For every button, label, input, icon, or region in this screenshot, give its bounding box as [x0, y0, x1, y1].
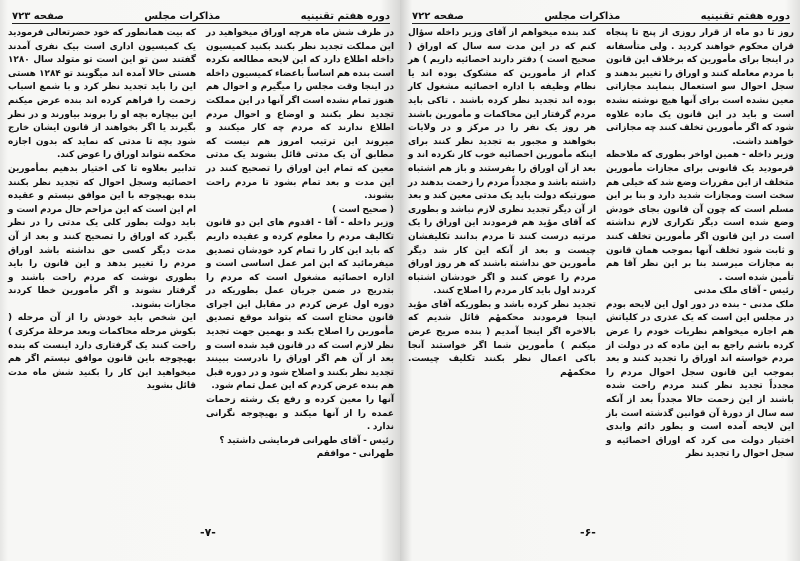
speech-paragraph: ملک مدنی - بنده در دور اول این لایحه بودم در مجلس این است که یک عذری در کلیاتش هم اجازه میخواهم نظریات خودم را عرض کرده باشم راجع به این ماده که در دولت از مردم خواسته اند اوراق را تجدید کنند و بعد بموجب این قانون سجل احوال مردم را مجدداً تجدید نظر کنند مردم راحت شده باشند از این زحمت حالا مجدداً بعد از آنکه سه سال از دورهٔ آن قوانین گذشته است باز این لایحه آمده است و بطور دائم وابدی اختیار دولت می کرد که اوراق احصائیه و سجل احوال را تجدید نظر — [606, 299, 794, 460]
text-paragraph — [408, 299, 596, 381]
paragraph-text: روز تا دو ماه از قرار روزی از پنج تا پنجاه قران محکوم خواهند کردید . ولی متأسفانه در اینجا برای مأمورین که برخلاف این قانون با مردم معامله کنند و اوراق را تغییر بدهند و سجل احوال سو استعمال بنمایند مجازاتی معین نشده است برای آنها هیچ نوشته نشده است و باید در این قانون یک ماده علاوه شود که اگر مأمورین تخلف کنند چه مجازاتی خواهند داشت. — [606, 28, 794, 147]
speech-paragraph: وزیر داخله - آقا - اقدوم های این دو قانون تکالیف مردم را معلوم کرده و عقیده داریم که باید این کار را تمام کرد خودشان تصدیق میفرمائید که این امر عمل اساسی است و اداره احصائیه مشغول است که مردم را بتدریج در ضمن جریان عمل بطوریکه در دوره اول عرض کردم در مقابل این اجرای قانون محتاج است که بتواند موقع تصدیق مأمورین را اصلاح بکند و بهمین جهت تجدید نظر لازم است که در قانون قید شده است و بعد از آن هم اگر اوراق را نادرست ببینند تجدید نظر بکنند و اصلاح شود و در دوره قبل هم بنده عرض کردم که این عمل تمام شود. — [206, 218, 394, 392]
session-label: دوره هفتم تقنینیه — [700, 11, 790, 22]
paragraph-text: کند بنده میخواهم از آقای وزیر داخله سؤال کنم که در این مدت سه سال که اوراق ( صحیح است ) دفتر دارند احصائیه داریم ) هر کدام از مأمورین که مشکوک بوده اند یا نظام وظیفه با اداره احصائیه مشغول کار بوده اند تجدید نظر کرده باشند . تاکی باید مردم گرفتار این محاکمات و مأمورین باشند هر روز یک نفر را در مرکز و در ولایات بخواهند و مجبور به تجدید نظر کنند برای اینکه مأمورین احصائیه خوب کار نکرده اند و بعد از آن اوراق را بفرستند و باز هم اشتباه داشته باشد و مجدداً مردم را زحمت بدهند در صورتیکه دولت باید یک مدتی معین کند و بعد از آن دیگر تجدید نظری لازم نباشد و بطوری که آقای مؤید هم فرمودند این اوراق را یک مرتبه درست کنند تا مردم بدانند تکلیفشان چیست و بعد از آنکه این کار شد دیگر مأمورین حق نداشته باشند که هر روز اوراق مردم را عوض کنند و اگر خودشان اشتباه کردند اول باید کار مردم را اصلاح کنند. — [408, 28, 596, 297]
right-page — [400, 0, 800, 561]
paragraph-text: آقا - اقدوم های این دو قانون تکالیف مردم را معلوم کرده و عقیده داریم که باید این کار را تمام کرد خودشان تصدیق میفرمائید که این امر عمل اساسی است و اداره احصائیه مشغول است که مردم را بتدریج در ضمن جریان عمل بطوریکه در دوره اول عرض کردم در مقابل این اجرای قانون محتاج است که بتواند موقع تصدیق مأمورین را اصلاح بکند و بهمین جهت تجدید نظر لازم است که در قانون قید شده است و بعد از آن هم اگر اوراق را نادرست ببینند تجدید نظر بکنند و اصلاح شود و در دوره قبل هم بنده عرض کردم که این عمل تمام شود. — [206, 218, 394, 392]
page-footer-number: -۶- — [580, 526, 596, 539]
page-header — [12, 6, 390, 24]
running-title: مذاکرات مجلس — [544, 11, 621, 22]
left-column — [408, 27, 596, 525]
paragraph-text: موافقم — [316, 449, 351, 460]
running-title: مذاکرات مجلس — [144, 11, 221, 22]
paragraph-text: آقای ملک مدنی — [693, 286, 761, 297]
text-paragraph — [206, 204, 394, 218]
page-number: صفحه ۷۲۲ — [412, 11, 464, 22]
speaker-name: رئیس — [369, 435, 394, 446]
paragraph-text: این شخص باید خودش را از آن مرحله ( بکوش مرحله محاکمات وبعد مرحلهٔ مرکزی ) راحت کنند یک گرفتاری دارد اینست که بنده بهیچوجه باین قانون موافق نیستم اگر هم میخواهید این کار را بکنید شش ماه مدت قائل بشوید — [8, 313, 196, 392]
speech-paragraph: وزیر داخله - همین اواخر بطوری که ملاحظه فرمودید یک قانونی برای مجازات مأمورین متخلف از این مقررات وضع شد که خیلی هم سخت است ومجازات شدید دارد و بنا بر این مسلم است که چون آن قانون بجای خودش وضع شده است دیگر تکراری لازم نداشته است در این قانون اگر مأمورین تخلف کنند و ثابت شود تخلف آنها بموجب همان قانون به مجازات میرسند بنا بر این نظر آقا هم تأمین شده است . — [606, 150, 794, 283]
paragraph-text: تجدید نظر کرده باشد و بطوریکه آقای مؤید اینجا فرمودند محکمهٔم قائل شدیم که بالاخره اگر اینجا آمدیم ( بنده صریح عرض میکنم ) مأمورین شما اگر خواستند آنجا باکی اعمال نظر بکنند تکلیف چیست. محکمهٔم — [408, 299, 596, 378]
page-header — [412, 6, 790, 24]
page-footer-number: -۷- — [200, 526, 216, 539]
paragraph-text: در ظرف شش ماه هرچه اوراق میخواهید در این مملکت تجدید نظر بکنند بکنید کمیسیون داخله اطلاع دارد که این لایحه مطالعه نکرده است بنده هم اساساً باعضاء کمیسیون داخله در اینجا وقت مجلس را میگیرم و احوال هم هنوز تمام نشده است اگر آنها در این مملکت تجدید نظر بکنند و اوضاع و احوال مردم اطلاع ندارند که مردم چه کار میکنند و میروند این ترتیب امروز هم نیست که مطابق آن یک مدتی قائل بشوند یک مدتی معین که تمام این اوراق را تصحیح کنند در این مدت و بعد تمام بشود تا مردم راحت بشوند. — [206, 28, 394, 202]
speech-paragraph: رئیس - آقای ملک مدنی — [693, 286, 794, 297]
paragraph-text: ( صحیح است ) — [331, 204, 394, 215]
paragraph-text: که بیت همانطور که خود حضرتعالی فرمودید یک کمیسیون اداری است بیک نفری آمدند گفتند سن تو این است تو متولد سال ۱۲۸۰ هستی حالا آمده اند میگویند تو ۱۲۸۴ هستی این را باید تجدید نظر کرد و با شمع اسباب زحمت را فراهم کرده اند بنده عرض میکنم این بیچاره بچه او را بروند بیاورند و در نظر بگیرند یا اگر بخواهند از قانون ایشان خارج شود بچه تا مدتی که نماید که بدون اجازه محکمه نتواند اوراق را عوض کند. — [8, 28, 196, 161]
left-column — [8, 27, 196, 525]
speaker-name: ملک مدنی — [749, 299, 794, 310]
text-columns — [8, 27, 394, 525]
session-label: دوره هفتم تقنینیه — [300, 11, 390, 22]
paragraph-text: تدابیر بعلاوه تا کی اختیار بدهیم بمأمورین احصائیه وسجل احوال که تجدید نظر بکنند بنده بهیچوجه با این موافق نیستم و عقیده ام این است که این مزاحم حال مردم است و باید دولت بطور کلی یک مدتی را در نظر بگیرد که اوراق را تصحیح کنند و بعد از آن مدت دیگر کسی حق نداشته باشد اوراق مردم را تغییر بدهد و این قانون را باید بطوری نوشت که مردم راحت باشند و گرفتار نشوند و اگر مأمورین خطا کردند مجازات بشوند. — [8, 163, 196, 310]
text-paragraph — [206, 27, 394, 204]
text-paragraph — [206, 394, 394, 435]
page-number: صفحه ۷۲۳ — [12, 11, 64, 22]
text-paragraph — [8, 27, 196, 163]
text-paragraph — [8, 312, 196, 394]
speaker-name: رئیس — [769, 286, 794, 297]
text-columns — [408, 27, 794, 525]
speech-paragraph: طهرانی - موافقم — [316, 449, 394, 460]
text-paragraph — [8, 163, 196, 313]
paragraph-text: همین اواخر بطوری که ملاحظه فرمودید یک قانونی برای مجازات مأمورین متخلف از این مقررات وضع شد که خیلی هم سخت است ومجازات شدید دارد و بنا بر این مسلم است که چون آن قانون بجای خودش وضع شده است دیگر تکراری لازم نداشته است در این قانون اگر مأمورین تخلف کنند و ثابت شود تخلف آنها بموجب همان قانون به مجازات میرسند بنا بر این نظر آقا هم تأمین شده است . — [606, 150, 794, 283]
speaker-name: طهرانی — [358, 449, 394, 460]
speech-paragraph: رئیس - آقای طهرانی فرمایشی داشتید ؟ — [219, 435, 394, 446]
text-paragraph — [408, 27, 596, 299]
speaker-name: وزیر داخله — [748, 150, 794, 161]
right-column — [606, 27, 794, 525]
speaker-name: وزیر داخله — [347, 218, 394, 229]
text-paragraph — [606, 27, 794, 149]
paragraph-text: آنها را معین کرده و رفع یک رشته زحمات عمده را از آنها میکند و بهیچوجه نگرانی ندارد . — [206, 395, 394, 433]
paragraph-text: آقای طهرانی فرمایشی داشتید ؟ — [219, 435, 361, 446]
right-column — [206, 27, 394, 525]
paragraph-text: بنده در دور اول این لایحه بودم در مجلس این است که یک عذری در کلیاتش هم اجازه میخواهم نظریات خودم را عرض کرده باشم راجع به این ماده که در دولت از مردم خواسته اند اوراق را تجدید کنند و بعد بموجب این قانون سجل احوال مردم را مجدداً تجدید نظر کنند مردم راحت شده باشند از این زحمت حالا مجدداً بعد از آنکه سه سال از دورهٔ آن قوانین گذشته است باز این لایحه آمده است و بطور دائم وابدی اختیار دولت می کرد که اوراق احصائیه و سجل احوال را تجدید نظر — [606, 299, 794, 460]
